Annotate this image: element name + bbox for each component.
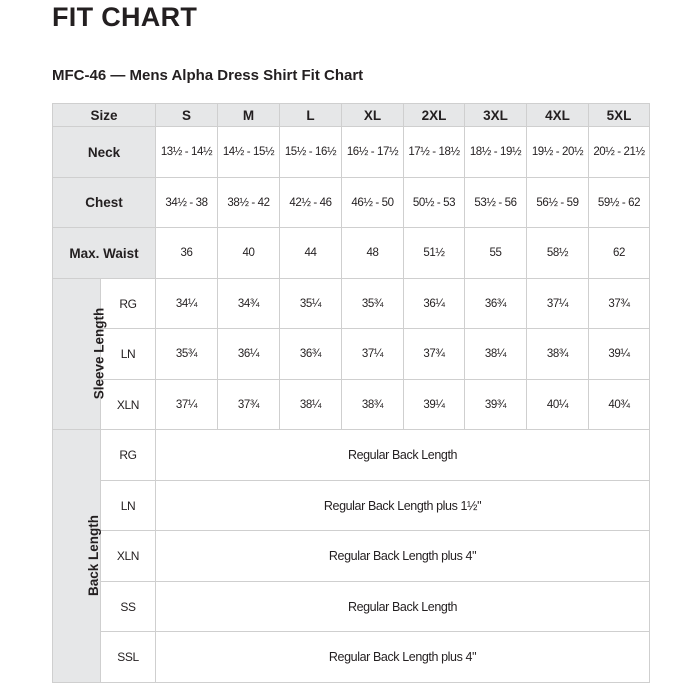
sleeve-value: 39¾ <box>465 380 527 430</box>
chest-value: 34½ - 38 <box>156 178 218 228</box>
back-row <box>53 632 650 683</box>
size-header: 5XL <box>589 104 650 127</box>
chest-value: 50½ - 53 <box>404 178 465 228</box>
sleeve-value: 38¼ <box>465 329 527 380</box>
size-header: XL <box>342 104 404 127</box>
back-sub-label: LN <box>101 481 156 531</box>
size-header: L <box>280 104 342 127</box>
neck-value: 20½ - 21½ <box>589 127 650 178</box>
chest-value: 46½ - 50 <box>342 178 404 228</box>
sleeve-value: 34¾ <box>218 279 280 329</box>
back-length-label-text: Back Length <box>86 514 102 597</box>
sleeve-value: 36¼ <box>404 279 465 329</box>
back-length-value: Regular Back Length <box>156 430 650 481</box>
back-row <box>53 582 650 632</box>
sleeve-value: 37¼ <box>342 329 404 380</box>
chest-value: 42½ - 46 <box>280 178 342 228</box>
size-header: 4XL <box>527 104 589 127</box>
back-length-value: Regular Back Length <box>156 582 650 632</box>
sleeve-value: 37¼ <box>527 279 589 329</box>
sleeve-value: 39¼ <box>589 329 650 380</box>
neck-value: 17½ - 18½ <box>404 127 465 178</box>
sleeve-sub-label: LN <box>101 329 156 380</box>
chest-row <box>53 178 650 228</box>
waist-value: 51½ <box>404 228 465 279</box>
sleeve-sub-label: XLN <box>101 380 156 430</box>
waist-value: 58½ <box>527 228 589 279</box>
waist-value: 40 <box>218 228 280 279</box>
back-length-label <box>53 430 101 683</box>
back-row <box>53 430 650 481</box>
sleeve-length-label <box>53 279 107 430</box>
neck-value: 14½ - 15½ <box>218 127 280 178</box>
sleeve-row <box>53 279 650 329</box>
waist-value: 62 <box>589 228 650 279</box>
back-sub-label: SS <box>101 582 156 632</box>
neck-value: 18½ - 19½ <box>465 127 527 178</box>
back-sub-label: XLN <box>101 531 156 582</box>
neck-row <box>53 127 650 178</box>
sleeve-value: 36¾ <box>465 279 527 329</box>
sleeve-sub-label: RG <box>101 279 156 329</box>
sleeve-value: 37¾ <box>589 279 650 329</box>
chest-value: 56½ - 59 <box>527 178 589 228</box>
waist-value: 55 <box>465 228 527 279</box>
sleeve-value: 36¼ <box>218 329 280 380</box>
waist-row <box>53 228 650 279</box>
chest-value: 59½ - 62 <box>589 178 650 228</box>
back-sub-label: SSL <box>101 632 156 683</box>
back-row <box>53 531 650 582</box>
sleeve-value: 40¼ <box>527 380 589 430</box>
size-header: 3XL <box>465 104 527 127</box>
sleeve-value: 38¼ <box>280 380 342 430</box>
sleeve-length-label-text: Sleeve Length <box>91 307 107 400</box>
back-length-value: Regular Back Length plus 4" <box>156 632 650 683</box>
chest-value: 38½ - 42 <box>218 178 280 228</box>
sleeve-value: 37¼ <box>156 380 218 430</box>
size-header: M <box>218 104 280 127</box>
sleeve-value: 39¼ <box>404 380 465 430</box>
sleeve-value: 35¾ <box>156 329 218 380</box>
back-length-value: Regular Back Length plus 4" <box>156 531 650 582</box>
chest-value: 53½ - 56 <box>465 178 527 228</box>
sleeve-row <box>53 329 650 380</box>
neck-value: 13½ - 14½ <box>156 127 218 178</box>
neck-value: 19½ - 20½ <box>527 127 589 178</box>
neck-value: 16½ - 17½ <box>342 127 404 178</box>
neck-label: Neck <box>53 127 156 178</box>
sleeve-row <box>53 380 650 430</box>
waist-value: 36 <box>156 228 218 279</box>
back-length-value: Regular Back Length plus 1½" <box>156 481 650 531</box>
page-title: FIT CHART <box>52 2 198 32</box>
sleeve-value: 38¾ <box>527 329 589 380</box>
sleeve-value: 37¾ <box>218 380 280 430</box>
back-row <box>53 481 650 531</box>
fit-chart-table <box>52 103 650 683</box>
size-label: Size <box>53 104 156 127</box>
sleeve-value: 34¼ <box>156 279 218 329</box>
neck-value: 15½ - 16½ <box>280 127 342 178</box>
size-header-row <box>53 104 650 127</box>
sleeve-value: 40¾ <box>589 380 650 430</box>
chest-label: Chest <box>53 178 156 228</box>
sleeve-value: 38¾ <box>342 380 404 430</box>
sleeve-value: 35¼ <box>280 279 342 329</box>
waist-label: Max. Waist <box>53 228 156 279</box>
sleeve-value: 36¾ <box>280 329 342 380</box>
sleeve-value: 35¾ <box>342 279 404 329</box>
waist-value: 44 <box>280 228 342 279</box>
back-sub-label: RG <box>101 430 156 481</box>
sleeve-value: 37¾ <box>404 329 465 380</box>
size-header: S <box>156 104 218 127</box>
waist-value: 48 <box>342 228 404 279</box>
size-header: 2XL <box>404 104 465 127</box>
chart-subtitle: MFC-46 — Mens Alpha Dress Shirt Fit Chart <box>52 67 364 84</box>
